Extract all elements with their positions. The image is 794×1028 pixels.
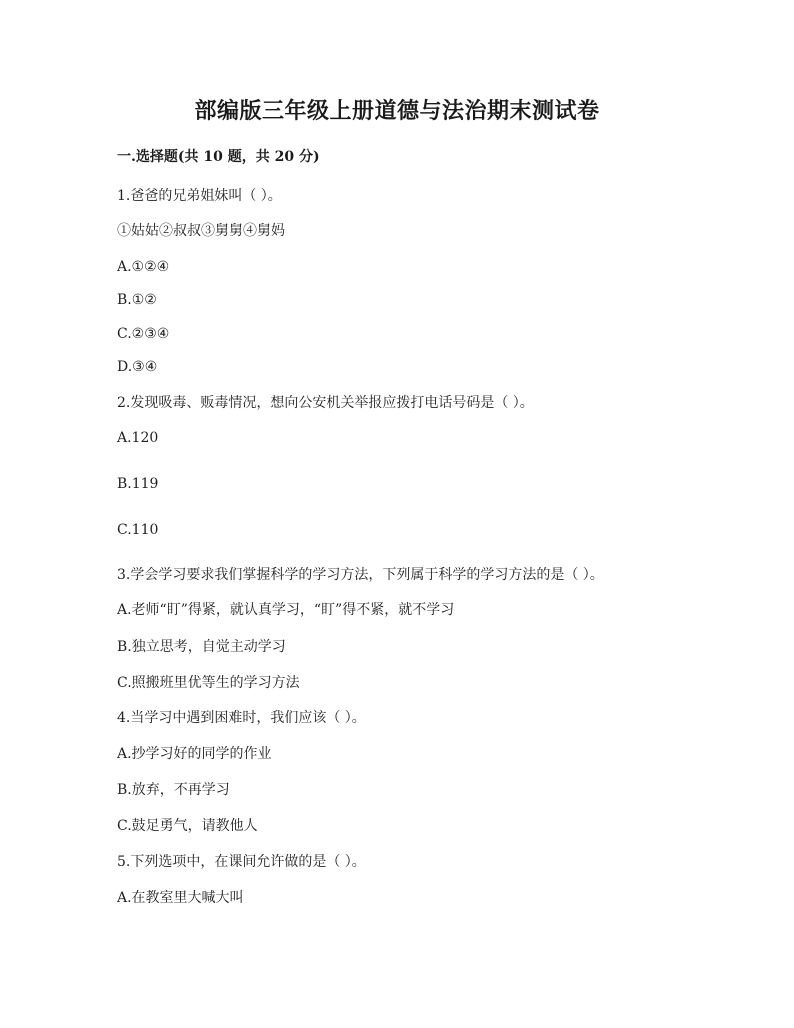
question-1-option-a: A.①②④ bbox=[117, 259, 170, 275]
question-2-option-a: A.120 bbox=[117, 430, 159, 446]
question-1-option-c: C.②③④ bbox=[117, 326, 170, 342]
question-2-option-b: B.119 bbox=[117, 476, 159, 492]
question-3-option-c: C.照搬班里优等生的学习方法 bbox=[117, 675, 300, 691]
question-5-option-a: A.在教室里大喊大叫 bbox=[117, 890, 244, 906]
question-2-option-c: C.110 bbox=[117, 522, 159, 538]
section-heading: 一.选择题(共 10 题，共 20 分) bbox=[117, 149, 320, 165]
question-4-option-b: B.放弃，不再学习 bbox=[117, 782, 230, 798]
question-4-option-a: A.抄学习好的同学的作业 bbox=[117, 746, 272, 762]
question-3-option-a: A.老师“盯”得紧，就认真学习，“盯”得不紧，就不学习 bbox=[117, 602, 455, 618]
question-4-option-c: C.鼓足勇气，请教他人 bbox=[117, 818, 258, 834]
question-1-options-key: ①姑姑②叔叔③舅舅④舅妈 bbox=[117, 223, 285, 239]
question-1: 1.爸爸的兄弟姐妹叫（ ）。 bbox=[117, 188, 282, 204]
question-5: 5.下列选项中，在课间允许做的是（ ）。 bbox=[117, 854, 366, 870]
document-title: 部编版三年级上册道德与法治期末测试卷 bbox=[194, 98, 600, 124]
question-3: 3.学会学习要求我们掌握科学的学习方法，下列属于科学的学习方法的是（ ）。 bbox=[117, 567, 604, 583]
question-3-option-b: B.独立思考，自觉主动学习 bbox=[117, 639, 286, 655]
question-1-option-d: D.③④ bbox=[117, 359, 158, 375]
question-1-option-b: B.①② bbox=[117, 292, 157, 308]
question-2: 2.发现吸毒、贩毒情况，想向公安机关举报应拨打电话号码是（ ）。 bbox=[117, 395, 534, 411]
question-4: 4.当学习中遇到困难时，我们应该（ ）。 bbox=[117, 710, 366, 726]
